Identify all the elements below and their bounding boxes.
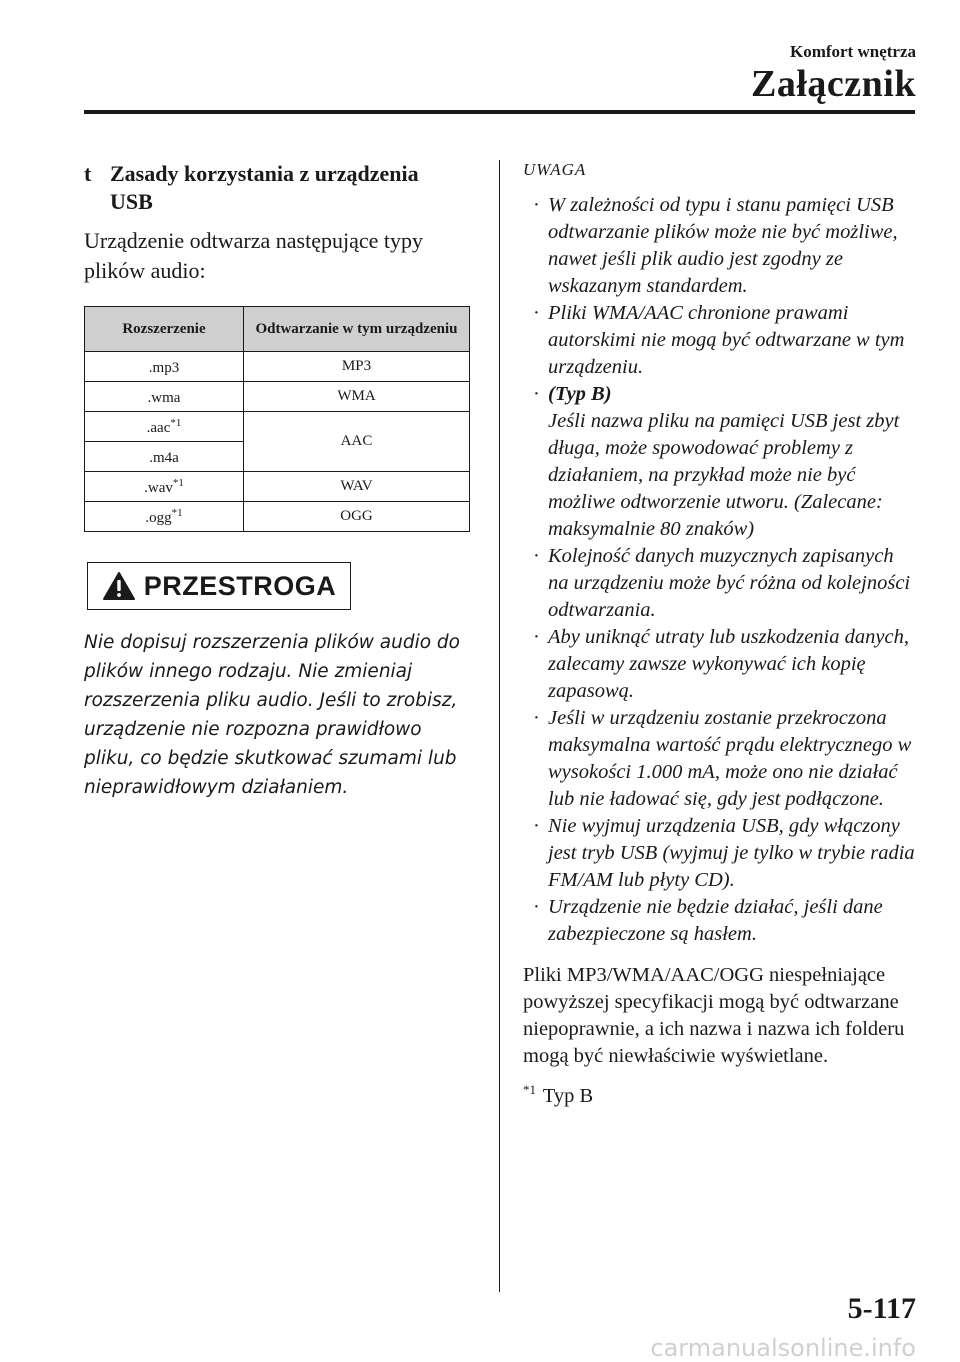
note-title: UWAGA [523,160,587,179]
table-cell-playback: MP3 [244,352,470,382]
note-item: · W zależności od typu i stanu pamięci USB odtwarzanie plików może nie być możliwe, nawet jeśli plik audio jest zgodny ze wskazanym standardem. [533,194,898,297]
chapter-title: Załącznik [751,63,916,105]
table-row [85,352,470,382]
table-cell-playback: WAV [244,472,470,502]
table-cell-extension: .ogg$^{*1}$ [85,502,244,532]
bullet-icon: · [533,626,540,648]
right-column [523,160,918,1110]
file-types-table [84,306,470,532]
note-item: · Nie wyjmuj urządzenia USB, gdy włączony jest tryb USB (wyjmuj je tylko w trybie radia FM/AM lub płyty CD). [533,815,915,891]
table-cell-extension: .mp3 [85,352,244,382]
caution-title: PRZESTROGA [143,570,337,601]
table-cell-playback: AAC [244,412,470,472]
section-marker: t [84,161,92,186]
bullet-icon: · [533,815,540,837]
section-heading-line1: Zasady korzystania z urządzenia [110,161,419,186]
table-cell-extension: .aac$^{*1}$ [85,412,244,442]
table-header-extension: Rozszerzenie [85,307,244,352]
table-row [85,382,470,412]
column-divider [499,160,500,1292]
intro-text: Urządzenie odtwarza następujące typy plików audio: [84,228,423,283]
table-header-playback: Odtwarzanie w tym urządzeniu [244,307,470,352]
bullet-icon: · [533,194,540,216]
caution-text: Nie dopisuj rozszerzenia plików audio do plików innego rodzaju. Nie zmieniaj rozszerzenia pliku audio. Jeśli to zrobisz, urządzenie nie rozpozna prawidłowo pliku, co będzie skutkować szumami lub nieprawidłowym działaniem. [84,632,460,798]
footnote-text: Typ B [542,1084,594,1107]
table-row [85,472,470,502]
bullet-icon: · [533,896,540,918]
table-cell-playback: OGG [244,502,470,532]
compatibility-note: Pliki MP3/WMA/AAC/OGG niespełniające powyższej specyfikacji mogą być odtwarzane niepoprawnie, a ich nazwa i nazwa ich folderu mogą być niewłaściwie wyświetlane. [523,964,905,1067]
header-rule [84,110,915,114]
note-item-type-label: (Typ B) [548,383,612,405]
left-column [84,160,474,802]
note-item: · Kolejność danych muzycznych zapisanych na urządzeniu może być różna od kolejności odtwarzania. [533,545,911,621]
table-row [85,412,470,442]
bullet-icon: · [533,383,540,405]
table-row [85,502,470,532]
note-item: · Pliki WMA/AAC chronione prawami autorskimi nie mogą być odtwarzane w tym urządzeniu. [533,302,905,378]
table-header-row [85,307,470,352]
note-item: · Aby uniknąć utraty lub uszkodzenia danych, zalecamy zawsze wykonywać ich kopię zapasową. [533,626,909,702]
note-list [523,192,918,948]
footnote-mark: *1 [523,1082,536,1097]
warning-triangle-icon [102,571,136,601]
table-cell-extension: .m4a [85,442,244,472]
bullet-icon: · [533,707,540,729]
bullet-icon: · [533,302,540,324]
section-name: Komfort wnętrza [789,42,916,61]
note-item: · Urządzenie nie będzie działać, jeśli dane zabezpieczone są hasłem. [533,896,883,945]
bullet-icon: · [533,545,540,567]
table-cell-playback: WMA [244,382,470,412]
caution-box [87,562,351,610]
page-number: 5-117 [847,1292,916,1325]
watermark: carmanualsonline.info [650,1334,916,1362]
table-cell-extension: .wav$^{*1}$ [85,472,244,502]
note-item: · Jeśli w urządzeniu zostanie przekroczona maksymalna wartość prądu elektrycznego w wysokości 1.000 mA, może ono nie działać lub nie ładować się, gdy jest podłączone. [533,707,912,810]
section-heading-line2: USB [110,189,153,214]
footnote [523,1076,918,1110]
table-cell-extension: .wma [85,382,244,412]
note-item: · (Typ B) Jeśli nazwa pliku na pamięci USB jest zbyt długa, może spowodować problemy z działaniem, na przykład może nie być możliwe odtworzenie utworu. (Zalecane: maksymalnie 80 znaków) [533,383,900,540]
section-heading [84,160,474,216]
